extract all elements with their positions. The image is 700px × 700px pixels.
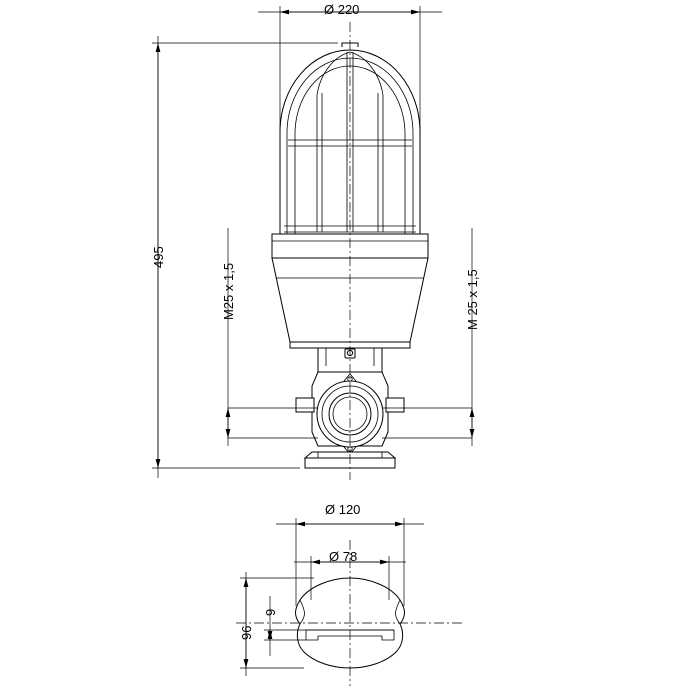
label-bolt-circle-diameter: Ø 78 xyxy=(329,549,358,564)
label-total-height: 495 xyxy=(151,246,166,268)
label-thread-left: M25 x 1,5 xyxy=(221,262,236,320)
label-top-diameter: Ø 220 xyxy=(324,2,360,17)
label-slot-width: 9 xyxy=(263,608,278,616)
label-base-width: 96 xyxy=(239,625,254,640)
label-base-diameter: Ø 120 xyxy=(325,502,361,517)
label-thread-right: M 25 x 1,5 xyxy=(465,269,480,330)
front-elevation-view xyxy=(272,22,428,480)
dimension-base-width xyxy=(240,572,314,676)
